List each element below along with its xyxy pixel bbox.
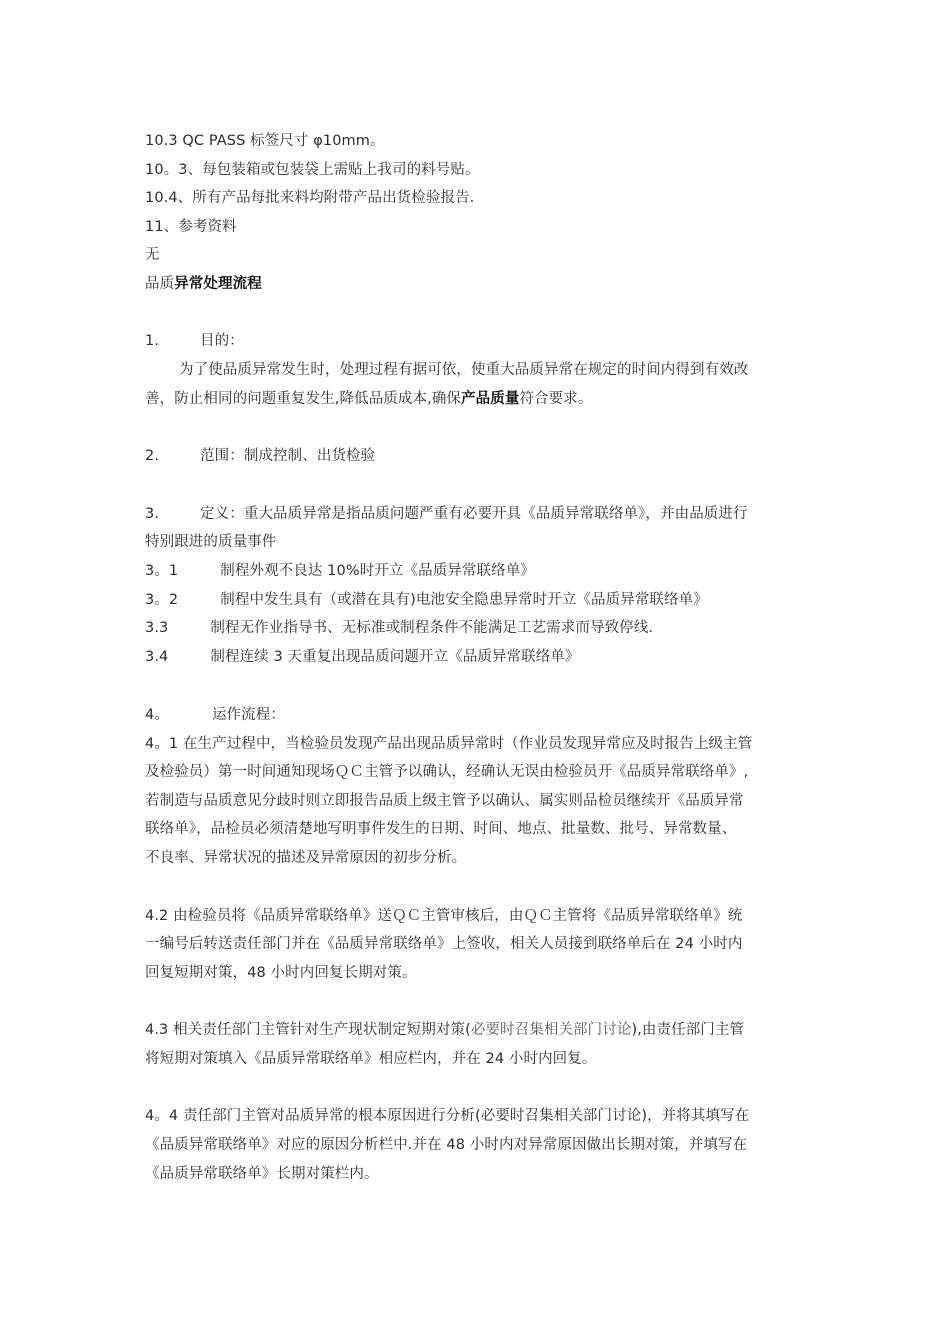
section-3-number: 3. xyxy=(145,506,160,522)
item-4-1-line-4: 联络单》，品检员必须清楚地写明事件发生的日期、时间、地点、批量数、批号、异常数量、 xyxy=(145,821,737,837)
section-2-scope xyxy=(145,442,810,471)
line-10-3-part-number-label: 10。3、每包装箱或包装袋上需贴上我司的料号贴。 xyxy=(145,162,480,178)
line-10-4-inspection-report: 10.4、所有产品每批来料均附带产品出货检验报告. xyxy=(145,190,475,206)
section-3-definition-line-2: 特别跟进的质量事件 xyxy=(145,534,277,550)
item-3-2-number: 3。2 xyxy=(145,592,179,608)
item-3-3 xyxy=(145,614,810,643)
heading-part-2: 异常处理流程 xyxy=(174,276,262,292)
section-1-text-2b: 产品质量 xyxy=(461,391,520,407)
item-4-1-line-5: 不良率、异常状况的描述及异常原因的初步分析。 xyxy=(145,850,467,866)
section-1-text-2c: 符合要求。 xyxy=(519,391,593,407)
section-1-text-1: 为了使品质异常发生时，处理过程有据可依，使重大品质异常在规定的时间内得到有效改 xyxy=(179,362,749,378)
section-1-number: 1. xyxy=(145,333,160,349)
heading-part-1: 品质 xyxy=(145,276,175,292)
item-4-4-line-2: 《品质异常联络单》对应的原因分析栏中.并在 48 小时内对异常原因做出长期对策，并填写在 xyxy=(145,1137,748,1153)
item-4-1-line-2: 及检验员）第一时间通知现场ＱＣ主管予以确认，经确认无误由检验员开《品质异常联络单》, xyxy=(145,764,749,780)
section-heading-quality-exception xyxy=(145,270,810,299)
section-3-definition xyxy=(145,500,810,529)
section-4-heading xyxy=(145,701,810,730)
line-none: 无 xyxy=(145,247,160,263)
item-4-3-text-a: 4.3 相关责任部门主管针对生产现状制定短期对策( xyxy=(145,1022,471,1038)
line-11-references: 11、参考资料 xyxy=(145,219,237,235)
section-2-text: 范围：制成控制、出货检验 xyxy=(200,448,376,464)
item-3-4-text: 制程连续 3 天重复出现品质问题开立《品质异常联络单》 xyxy=(210,649,580,665)
item-4-3-line-1 xyxy=(145,1016,810,1045)
section-1-text-2a: 善，防止相同的问题重复发生,降低品质成本,确保 xyxy=(145,391,462,407)
item-4-2-line-3: 回复短期对策，48 小时内回复长期对策。 xyxy=(145,965,417,981)
item-4-3-text-c: ),由责任部门主管 xyxy=(631,1022,745,1038)
item-3-3-text: 制程无作业指导书、无标准或制程条件不能满足工艺需求而导致停线. xyxy=(210,620,654,636)
item-3-2-text: 制程中发生具有（或潜在具有)电池安全隐患异常时开立《品质异常联络单》 xyxy=(220,592,708,608)
section-2-number: 2. xyxy=(145,448,160,464)
item-4-1-line-3: 若制造与品质意见分歧时则立即报告品质上级主管予以确认、属实则品检员继续开《品质异常 xyxy=(145,793,744,809)
item-3-1-number: 3。1 xyxy=(145,563,179,579)
line-10-3-label-size: 10.3 QC PASS 标签尺寸 φ10mm。 xyxy=(145,133,385,149)
section-1-paragraph-line-1 xyxy=(145,356,810,385)
item-3-1-text: 制程外观不良达 10%时开立《品质异常联络单》 xyxy=(220,563,535,579)
section-3-text: 定义：重大品质异常是指品质问题严重有必要开具《品质异常联络单》，并由品质进行 xyxy=(200,506,748,522)
section-1-heading xyxy=(145,327,810,356)
section-4-number: 4。 xyxy=(145,707,169,723)
item-4-2-line-1: 4.2 由检验员将《品质异常联络单》送ＱＣ主管审核后，由ＱＣ主管将《品质异常联络单》统 xyxy=(145,908,743,924)
item-4-4-line-3: 《品质异常联络单》长期对策栏内。 xyxy=(145,1166,379,1182)
section-4-title: 运作流程： xyxy=(211,707,285,723)
item-4-3-text-b: 必要时召集相关部门讨论 xyxy=(470,1022,632,1038)
item-4-4-line-1: 4。4 责任部门主管对品质异常的根本原因进行分析(必要时召集相关部门讨论)，并将其填写在 xyxy=(145,1108,750,1124)
item-3-3-number: 3.3 xyxy=(145,620,169,636)
item-3-4-number: 3.4 xyxy=(145,649,169,665)
item-3-4 xyxy=(145,643,810,672)
section-1-title: 目的： xyxy=(200,333,244,349)
item-4-2-line-2: 一编号后转送责任部门并在《品质异常联络单》上签收，相关人员接到联络单后在 24 小时内 xyxy=(145,936,743,952)
item-4-3-line-2: 将短期对策填入《品质异常联络单》相应栏内，并在 24 小时内回复。 xyxy=(145,1051,597,1067)
section-1-paragraph-line-2 xyxy=(145,385,810,414)
item-4-1-line-1: 4。1 在生产过程中，当检验员发现产品出现品质异常时（作业员发现异常应及时报告上级主管 xyxy=(145,736,753,752)
item-3-2 xyxy=(145,586,810,615)
item-3-1 xyxy=(145,557,810,586)
